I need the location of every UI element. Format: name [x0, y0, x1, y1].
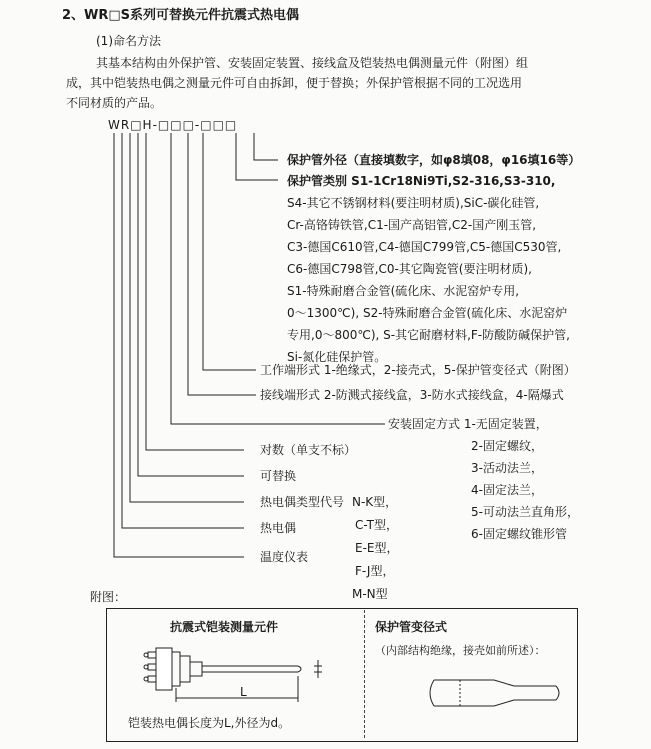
mounting-option-4: 4-固定法兰， [471, 483, 543, 497]
sheath-material-line-9: Si-氮化硅保护管。 [287, 350, 387, 364]
figure-right-title: 保护管变径式 [375, 620, 448, 634]
pair-count-text: 对数（单支不标） [260, 443, 357, 457]
figure-left-caption: 铠装热电偶长度为L,外径为d。 [128, 716, 291, 730]
tc-type-n: N-K型， [352, 495, 398, 509]
sheath-material-line-5: C6-德国C798管,C0-其它陶瓷管(要注明材质), [287, 262, 532, 276]
sheath-material-line-4: C3-德国C610管,C4-德国C799管,C5-德国C530管, [287, 240, 562, 254]
tc-type-e: E-E型， [355, 541, 399, 555]
sheath-material-line-8: 专用,0～800℃), S-其它耐磨材料,F-防酸防碱保护管, [287, 328, 570, 342]
mounting-title: 安装固定方式 1-无固定装置， [388, 417, 548, 431]
sheath-material-line-6: S1-特殊耐磨合金管(硫化床、水泥窑炉专用, [287, 284, 520, 298]
sheath-diameter-text: 保护管外径（直接填数字，如φ8填08，φ16填16等） [287, 153, 581, 167]
tc-type-c: C-T型， [355, 518, 398, 532]
intro-line-2: 成，其中铠装热电偶之测量元件可自由拆卸，便于替换；外保护管根据不同的工况选用 [66, 76, 523, 90]
sheath-material-line-3: Cr-高铬铸铁管,C1-国产高铝管,C2-国产刚玉管, [287, 218, 537, 232]
mounting-option-3: 3-活动法兰， [471, 461, 543, 475]
intro-line-1: 其基本结构由外保护管、安装固定装置、接线盒及铠装热电偶测量元件（附图）组 [96, 56, 529, 70]
replaceable-text: 可替换 [260, 469, 297, 483]
sheath-material-line-7: 0～1300℃), S2-特殊耐磨合金管(硫化床、水泥窑炉 [287, 306, 568, 320]
sheathed-element-drawing [140, 640, 360, 710]
sheath-material-line-2: S4-其它不锈钢材料(要注明材质),SiC-碳化硅管, [287, 196, 540, 210]
tc-type-f: F-J型， [355, 564, 395, 578]
figure-label: 附图： [90, 590, 127, 604]
figure-left-title: 抗震式铠装测量元件 [170, 620, 279, 634]
figure-right-note: （内部结构绝缘，接壳如前所述）： [375, 644, 546, 657]
thermocouple-text: 热电偶 [260, 521, 297, 535]
junction-box-text: 接线端形式 2-防溅式接线盒，3-防水式接线盒，4-隔爆式 [260, 388, 564, 402]
sheath-material-line-1: 保护管类别 S1-1Cr18Ni9Ti,S2-316,S3-310, [287, 174, 556, 188]
model-code: WR□H-□□□-□□□ [108, 118, 238, 132]
reducing-sheath-drawing [420, 668, 570, 718]
tc-type-label: 热电偶类型代号 [260, 495, 345, 509]
figure-dim-label: L [240, 685, 247, 699]
mounting-option-2: 2-固定螺纹， [471, 439, 543, 453]
working-end-text: 工作端形式 1-绝缘式，2-接壳式，5-保护管变径式（附图） [260, 363, 576, 377]
section-heading: 2、WR□S系列可替换元件抗震式热电偶 [62, 8, 300, 23]
tc-type-m: M-N型 [352, 587, 388, 601]
mounting-option-6: 6-固定螺纹锥形管 [471, 527, 567, 541]
intro-line-3: 不同材质的产品。 [66, 96, 163, 110]
temp-instrument-text: 温度仪表 [260, 550, 309, 564]
subheading: (1)命名方法 [96, 34, 161, 48]
figure-divider [364, 610, 365, 738]
mounting-option-5: 5-可动法兰直角形， [471, 505, 579, 519]
